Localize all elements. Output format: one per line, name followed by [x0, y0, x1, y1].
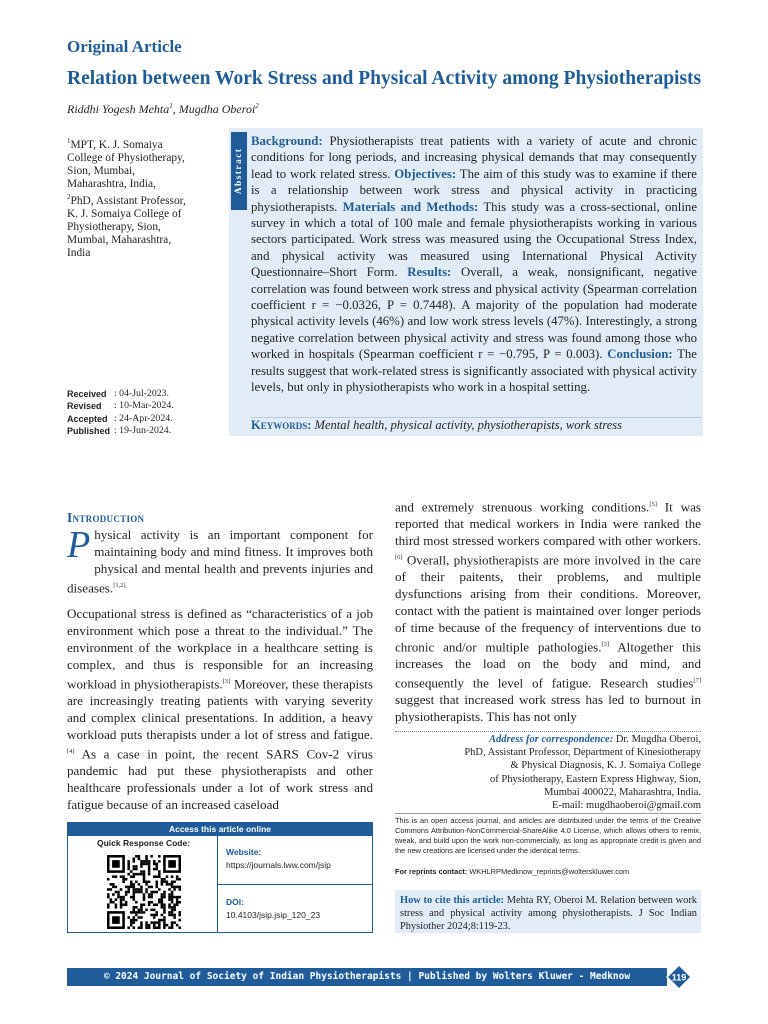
author-name: Mugdha Oberoi [178, 102, 256, 116]
body-column-left [67, 524, 373, 823]
website-link[interactable]: https://journals.lww.com/jsip [226, 860, 331, 870]
correspondence-divider [395, 731, 701, 732]
paragraph: Occupational stress is defined as “characteristics of a job environment which pose a threat to the individual.” The environment of the workplace in a healthcare setting is complex, and thus is responsible for an increasing workload in physiotherapists.[3] Moreover, these therapists are increasingly treating patients with varying severity and complex clinical presentations. In addition, a heavy workload puts therapists under a lot of stress and fatigue.[4] As a case in point, the recent SARS Cov-2 virus pandemic had put these physiotherapists and other healthcare professionals under a lot of work stress and fatigue because of an increased caseload [67, 605, 373, 812]
author-line [67, 102, 259, 117]
license-divider [395, 813, 701, 814]
article-title: Relation between Work Stress and Physical Activity among Physiotherapists [67, 68, 702, 89]
author-name: Riddhi Yogesh Mehta [67, 102, 170, 116]
abstract-text: Background: Physiotherapists treat patients with a variety of acute and chronic conditions for long periods, and increasing physical demands that may consequently lead to work related stress. Objectives: The aim of this study was to examine if there is a relationship between work stress and physical activity in practicing physiotherapists. Materials and Methods: This study was a cross-sectional, online survey in which a total of 100 male and female physiotherapists working in various sectors participated. Work stress was measured using the Occupational Stress Index, and physical activity was measured using International Physical Activity Questionnaire–Short Form. Results: Overall, a weak, nonsignificant, negative correlation was found between work stress and physical activity (Spearman correlation coefficient r = −0.0326, P = 0.7448). A majority of the population had moderate physical activity levels (46%) and low work stress levels (47%). Interestingly, a strong negative correlation between physical activity and stress was found among those who worked in hospitals (Spearman coefficient r = −0.795, P = 0.003). Conclusion: The results suggest that work-related stress is significantly associated with physical activity levels, but only in physiotherapists who work in a hospital setting. [251, 134, 697, 395]
paragraph: Physical activity is an important component for maintaining body and mind fitness. It improves both physical and mental health and prevents injuries and diseases.[1,2] [67, 524, 373, 596]
correspondence-email[interactable]: E-mail: mugdhaoberoi@gmail.com [551, 800, 701, 812]
author-separator: , [172, 102, 179, 116]
date-row: Revised : 10-Mar-2024. [67, 400, 174, 412]
article-dates [67, 388, 174, 437]
drop-cap: P [67, 524, 91, 566]
reprints: For reprints contact: WKHLRPMedknow_reprints@wolterskluwer.com [395, 867, 630, 876]
keywords-value: Mental health, physical activity, physiotherapists, work stress [311, 418, 623, 432]
article-type: Original Article [67, 37, 182, 56]
website-label: Website: [226, 847, 262, 857]
doi-label: DOI: [226, 897, 244, 907]
keywords-label: Keywords: [251, 418, 312, 432]
cite-text: How to cite this article: Mehta RY, Oberoi M. Relation between work stress and physical activity among physiotherapists. J Soc Indian Physiother 2024;8:119-23. [400, 895, 697, 932]
reprints-email[interactable]: WKHLRPMedknow_reprints@wolterskluwer.com [467, 867, 630, 876]
page-badge-icon [666, 964, 692, 990]
access-header: Access this article online [68, 823, 372, 836]
affiliation: $^1$MPT, K. J. Somaiya College of Physiotherapy, Sion, Mumbai, Maharashtra, India, [67, 137, 185, 191]
keywords [251, 418, 622, 433]
doi-link[interactable]: 10.4103/jsip.jsip_120_23 [226, 910, 321, 920]
paragraph: and extremely strenuous working conditions.[5] It was reported that medical workers in India were ranked the third most stressed workers compared with other workers.[6] Overall, physiotherapists are more involved in the care of their paitents, their problems, and multiple dysfunctions arising from their conditions. Moreover, contact with the patient is maintained over longer periods of time because of the frequency of interventions due to chronic and/or multiple pathologies.[3] Altogether this increases the load on the body and mind, and consequently the level of fatigue. Research studies[7] suggest that increased work stress has led to burnout in physiotherapists. This has not only [395, 499, 701, 725]
qr-label: Quick Response Code: [97, 838, 191, 848]
qr-code-icon[interactable] [107, 855, 181, 929]
date-row: Received : 04-Jul-2023. [67, 388, 169, 399]
page-number [666, 964, 692, 990]
license-text: This is an open access journal, and articles are distributed under the terms of the Creative Commons Attribution-NonCommercial-ShareAlike 4.0 License, which allows others to remix, tweak, and build upon the work non-commercially, as long as appropriate credit is given and the new creations are licensed under the identical terms. [395, 816, 701, 855]
author-affiliation-mark: 1 [169, 102, 173, 110]
access-divider [217, 884, 372, 885]
date-row: Published : 19-Jun-2024. [67, 424, 172, 436]
footer-bar: © 2024 Journal of Society of Indian Physiotherapists | Published by Wolters Kluwer - Medknow [67, 968, 667, 986]
correspondence: Address for correspondence: Dr. Mugdha Oberoi, PhD, Assistant Professor, Department of Kinesiotherapy & Physical Diagnosis, K. J. Somaiya College of Physiotherapy, Eastern Express Highway, Sion, Mumbai 400022, Maharashtra, India. E-mail: mugdhaoberoi@gmail.com [395, 733, 701, 812]
abstract-side-label: Abstract [231, 132, 247, 210]
affiliations [67, 135, 197, 260]
section-heading: Introduction [67, 510, 145, 525]
body-column-right [395, 497, 701, 735]
svg-text:119: 119 [671, 972, 687, 983]
author-affiliation-mark: 2 [255, 102, 259, 110]
date-row: Accepted : 24-Apr-2024. [67, 412, 173, 424]
affiliation: $^2$PhD, Assistant Professor, K. J. Somaiya College of Physiotherapy, Sion, Mumbai, Maharashtra, India [67, 193, 186, 260]
